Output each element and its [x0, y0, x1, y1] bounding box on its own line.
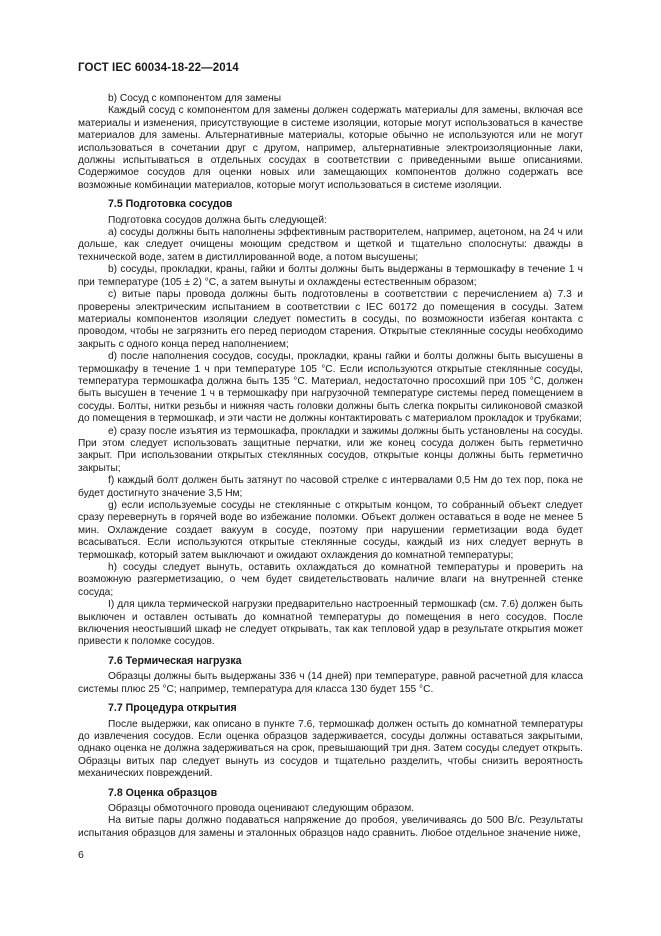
paragraph: e) сразу после изъятия из термошкафа, прокладки и зажимы должны быть установлены на сосуды. При этом следует использовать защитные перчатки, или же конец сосуда должен быть герметично закрыт. При использовании открытых стеклянных сосудов, открытые концы должны быть герметично закрыты;: [78, 425, 583, 474]
paragraph: Образцы обмоточного провода оценивают следующим образом.: [108, 802, 415, 814]
paragraph: Образцы должны быть выдержаны 336 ч (14 дней) при температуре, равной расчетной для класса системы плюс 25 °С; например, температура для класса 130 будет 155 °С.: [78, 671, 583, 695]
page-number: 6: [78, 849, 84, 861]
paragraph: d) после наполнения сосудов, сосуды, прокладки, краны гайки и болты должны быть высушены в термошкафу в течение 1 ч при температуре 105 °С. Если используются открытые стеклянные сосуды, температура термошкафа должна быть 135 °С. Материал, недостаточно просохший при 105 °С, должен быть высушен в течение 1 ч в термошкафу при нагрузочной температуре системы перед помещением в сосуды. Болты, нитки резьбы и нижняя часть головки должны быть слегка покрыты силиконовой смазкой до помещения в термошкаф, и эти части не должны контактировать с материалом прокладок и трубками;: [78, 351, 583, 425]
paragraph: a) сосуды должны быть наполнены эффективным растворителем, например, ацетоном, на 24 ч или дольше, как следует очищены моющим средством и щеткой и тщательно сполоснуты: дважды в технической воде, затем в дистиллированной воде, а потом высушены;: [78, 227, 583, 263]
paragraph: Подготовка сосудов должна быть следующей:: [108, 214, 327, 226]
paragraph: b) сосуды, прокладки, краны, гайки и болты должны быть выдержаны в термошкафу в течение 1 ч при температуре (105 ± 2) °С, а затем вынуты и охлаждены естественным образом;: [78, 264, 583, 288]
section-heading: 7.6 Термическая нагрузка: [108, 654, 242, 667]
paragraph: На витые пары должно подаваться напряжение до пробоя, увеличиваясь до 500 В/с. Результаты испытания образцов для замены и эталонных образцов надо сравнить. Любое отдельное значение ниже,: [78, 815, 583, 839]
section-heading: 7.5 Подготовка сосудов: [108, 198, 233, 211]
paragraph: Каждый сосуд с компонентом для замены должен содержать материалы для замены, включая все материалы и изменения, присутствующие в системе изоляции, которые могут использоваться в качестве материалов для замены. Альтернативные материалы, которые обычно не используются или не могут использоваться в сочетании друг с другом, например, альтернативные электроизоляционные лаки, должны испытываться в отдельных сосудах в соответствии с приведенными выше описаниями. Содержимое сосудов для оценки новых или замещающих компонентов должно содержать все возможные комбинации материалов, которые могут использоваться в системе изоляции.: [78, 105, 583, 191]
document-header: ГОСТ IEC 60034-18-22—2014: [78, 62, 239, 74]
paragraph: I) для цикла термической нагрузки предварительно настроенный термошкаф (см. 7.6) должен быть выключен и оставлен остывать до комнатной температуры до помещения в него сосудов. После включения неостывший шкаф не следует открывать, так как тепловой удар в результате открытия может привести к поломке сосудов.: [78, 599, 583, 648]
paragraph: f) каждый болт должен быть затянут по часовой стрелке с интервалами 0,5 Нм до тех пор, пока не будет достигнуто значение 3,5 Нм;: [78, 475, 583, 499]
paragraph: b) Сосуд с компонентом для замены: [108, 93, 282, 104]
paragraph: После выдержки, как описано в пункте 7.6, термошкаф должен остыть до комнатной температуры до извлечения сосудов. Если оценка образцов задерживается, сосуды должны оставаться закрытыми, однако оценка не должна задерживаться на срок, превышающий три дня. Затем сосуды следует открыть. Образцы витых пар следует вынуть из сосудов и тщательно разделить, чтобы снизить вероятность механических повреждений.: [78, 718, 583, 780]
paragraph: h) сосуды следует вынуть, оставить охлаждаться до комнатной температуры и проверить на возможную разгерметизацию, о чем будет свидетельствовать наличие влаги на внутренней стенке сосуда;: [78, 562, 583, 598]
section-heading: 7.8 Оценка образцов: [108, 786, 218, 799]
document-body: [78, 93, 583, 840]
section-heading: 7.7 Процедура открытия: [108, 702, 237, 715]
paragraph: g) если используемые сосуды не стеклянные с открытым концом, то собранный объект следует сразу перевернуть в горячей воде во избежание поломки. Объект должен оставаться в воде не менее 5 мин. Охлаждение создает вакуум в сосуде, поэтому при нарушении герметизации вода будет всасываться. Если используются открытые стеклянные сосуды, каждый из них следует вернуть в термошкаф, который затем выключают и ожидают охлаждения до комнатной температуры;: [78, 500, 583, 561]
paragraph: c) витые пары провода должны быть подготовлены в соответствии с перечислением а) 7.3 и проверены электрическим испытанием в соответствии с IEC 60172 до помещения в сосуды. Затем материалы компонентов изоляции следует поместить в сосуды, по возможности избегая контакта с проводом, чтобы не загрязнить его перед периодом старения. Открытые стеклянные сосуды необходимо закрыть с одного конца перед наполнением;: [78, 289, 583, 350]
